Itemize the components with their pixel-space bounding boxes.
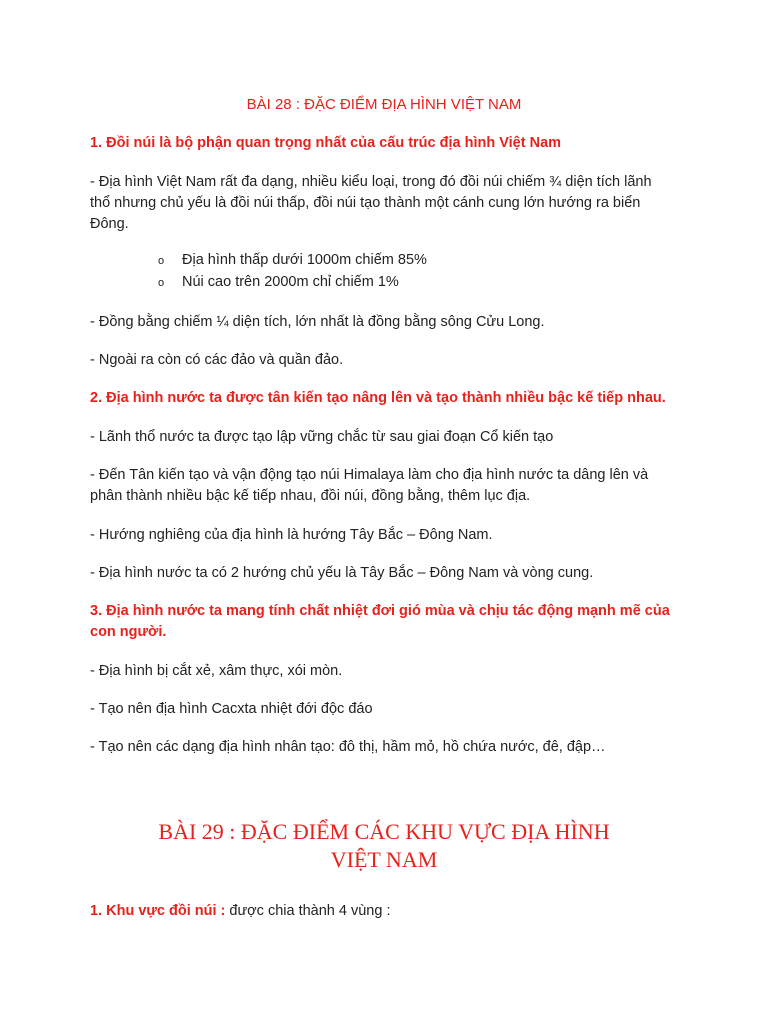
paragraph: - Địa hình bị cắt xẻ, xâm thực, xói mòn. [90, 663, 343, 679]
section-1-label: 1. Khu vực đồi núi : [90, 903, 226, 919]
paragraph-line: thổ nhưng chủ yếu là đồi núi thấp, đồi núi tạo thành một cánh cung lớn hướng ra biển [90, 195, 641, 211]
section-1-line [90, 901, 391, 922]
paragraph-line: phân thành nhiều bậc kế tiếp nhau, đồi núi, đồng bằng, thêm lục địa. [90, 488, 531, 504]
section-2-heading: 2. Địa hình nước ta được tân kiến tạo nâng lên và tạo thành nhiều bậc kế tiếp nhau. [90, 390, 666, 406]
paragraph-line: - Địa hình Việt Nam rất đa dạng, nhiều kiểu loại, trong đó đồi núi chiếm ¾ diện tích lãnh [90, 174, 652, 190]
paragraph: - Đồng bằng chiếm ¼ diện tích, lớn nhất là đồng bằng sông Cửu Long. [90, 314, 545, 330]
paragraph: - Tạo nên địa hình Cacxta nhiệt đới độc đáo [90, 701, 373, 717]
paragraph: - Ngoài ra còn có các đảo và quần đảo. [90, 352, 344, 368]
paragraph: - Tạo nên các dạng địa hình nhân tạo: đô thị, hầm mỏ, hồ chứa nước, đê, đập… [90, 739, 606, 755]
bullet-item: Núi cao trên 2000m chỉ chiếm 1% [182, 274, 399, 290]
bullet-item: Địa hình thấp dưới 1000m chiếm 85% [182, 252, 427, 268]
paragraph: - Hướng nghiêng của địa hình là hướng Tây Bắc – Đông Nam. [90, 527, 493, 543]
lesson-29-title-line: BÀI 29 : ĐẶC ĐIỂM CÁC KHU VỰC ĐỊA HÌNH [158, 819, 610, 844]
lesson-29-title-line: VIỆT NAM [330, 847, 438, 872]
paragraph: - Lãnh thổ nước ta được tạo lập vững chắc từ sau giai đoạn Cổ kiến tạo [90, 429, 554, 445]
section-1-heading: 1. Đồi núi là bộ phận quan trọng nhất của cấu trúc địa hình Việt Nam [90, 135, 562, 151]
paragraph-line: Đông. [90, 216, 129, 232]
bullet-marker: o [158, 277, 165, 289]
paragraph: - Địa hình nước ta có 2 hướng chủ yếu là Tây Bắc – Đông Nam và vòng cung. [90, 565, 594, 581]
lesson-28-title: BÀI 28 : ĐẶC ĐIỂM ĐỊA HÌNH VIỆT NAM [246, 96, 522, 113]
section-3-heading-line: con người. [90, 624, 167, 640]
section-3-heading-line: 3. Địa hình nước ta mang tính chất nhiệt đơi gió mùa và chịu tác động mạnh mẽ của [90, 603, 670, 619]
paragraph-line: - Đến Tân kiến tạo và vận động tạo núi Himalaya làm cho địa hình nước ta dâng lên và [90, 467, 649, 483]
section-1-text: được chia thành 4 vùng : [225, 903, 391, 919]
bullet-marker: o [158, 255, 165, 267]
